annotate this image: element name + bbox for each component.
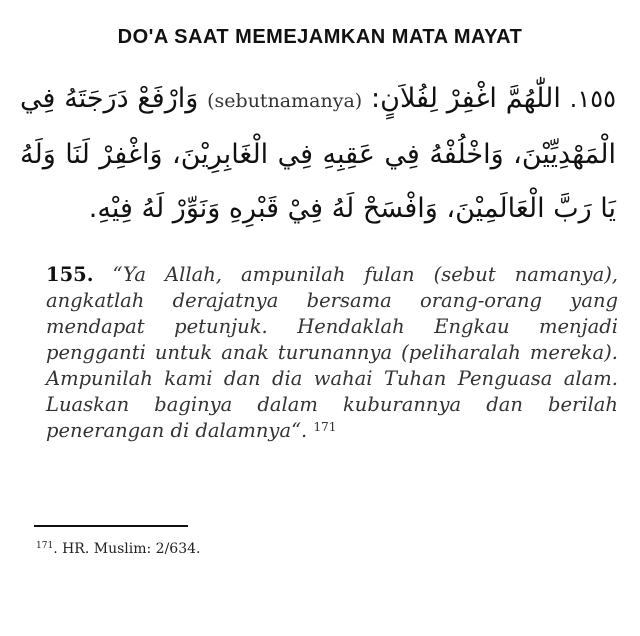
footnote-divider xyxy=(34,525,188,527)
footnote-marker: 171 xyxy=(36,541,54,551)
arabic-text-part-2: وَارْفَعْ دَرَجَتَهُ فِي الْمَهْدِيِّيْنَ، وَاخْلُفْهُ فِي عَقِبِهِ فِي الْغَابِرِيْنَ، وَاغْفِرْ لَنَا وَلَهُ يَا رَبَّ الْعَالَمِيْنَ، وَافْسَحْ لَهُ فِيْ قَبْرِهِ وَنَوِّرْ لَهُ فِيْهِ. xyxy=(20,83,616,224)
arabic-text-part-1: اللّٰهُمَّ اغْفِرْ لِفُلاَنٍ: xyxy=(371,83,561,114)
footnote-reference: 171 xyxy=(313,420,337,434)
arabic-item-number: ١٥٥. xyxy=(569,85,616,113)
translation-text: “Ya Allah, ampunilah fulan (sebut namanya), angkatlah derajatnya bersama orang-orang yang mendapat petunjuk. Hendaklah Engkau menjadi pengganti untuk anak turunannya (peliharalah mereka). Ampunilah kami dan dia wahai Tuhan Penguasa alam. Luaskan baginya dalam kuburannya dan berilah penerangan di dalamnya“. xyxy=(46,263,618,442)
footnote-text: . HR. Muslim: 2/634. xyxy=(53,541,201,557)
translation-item-number: 155. xyxy=(46,263,94,286)
footnote xyxy=(36,541,616,557)
page-title: DO'A SAAT MEMEJAMKAN MATA MAYAT xyxy=(117,26,523,48)
arabic-dua-text xyxy=(20,72,616,236)
name-placeholder-note: (sebutnamanya) xyxy=(207,90,363,112)
translation-paragraph xyxy=(46,262,618,444)
